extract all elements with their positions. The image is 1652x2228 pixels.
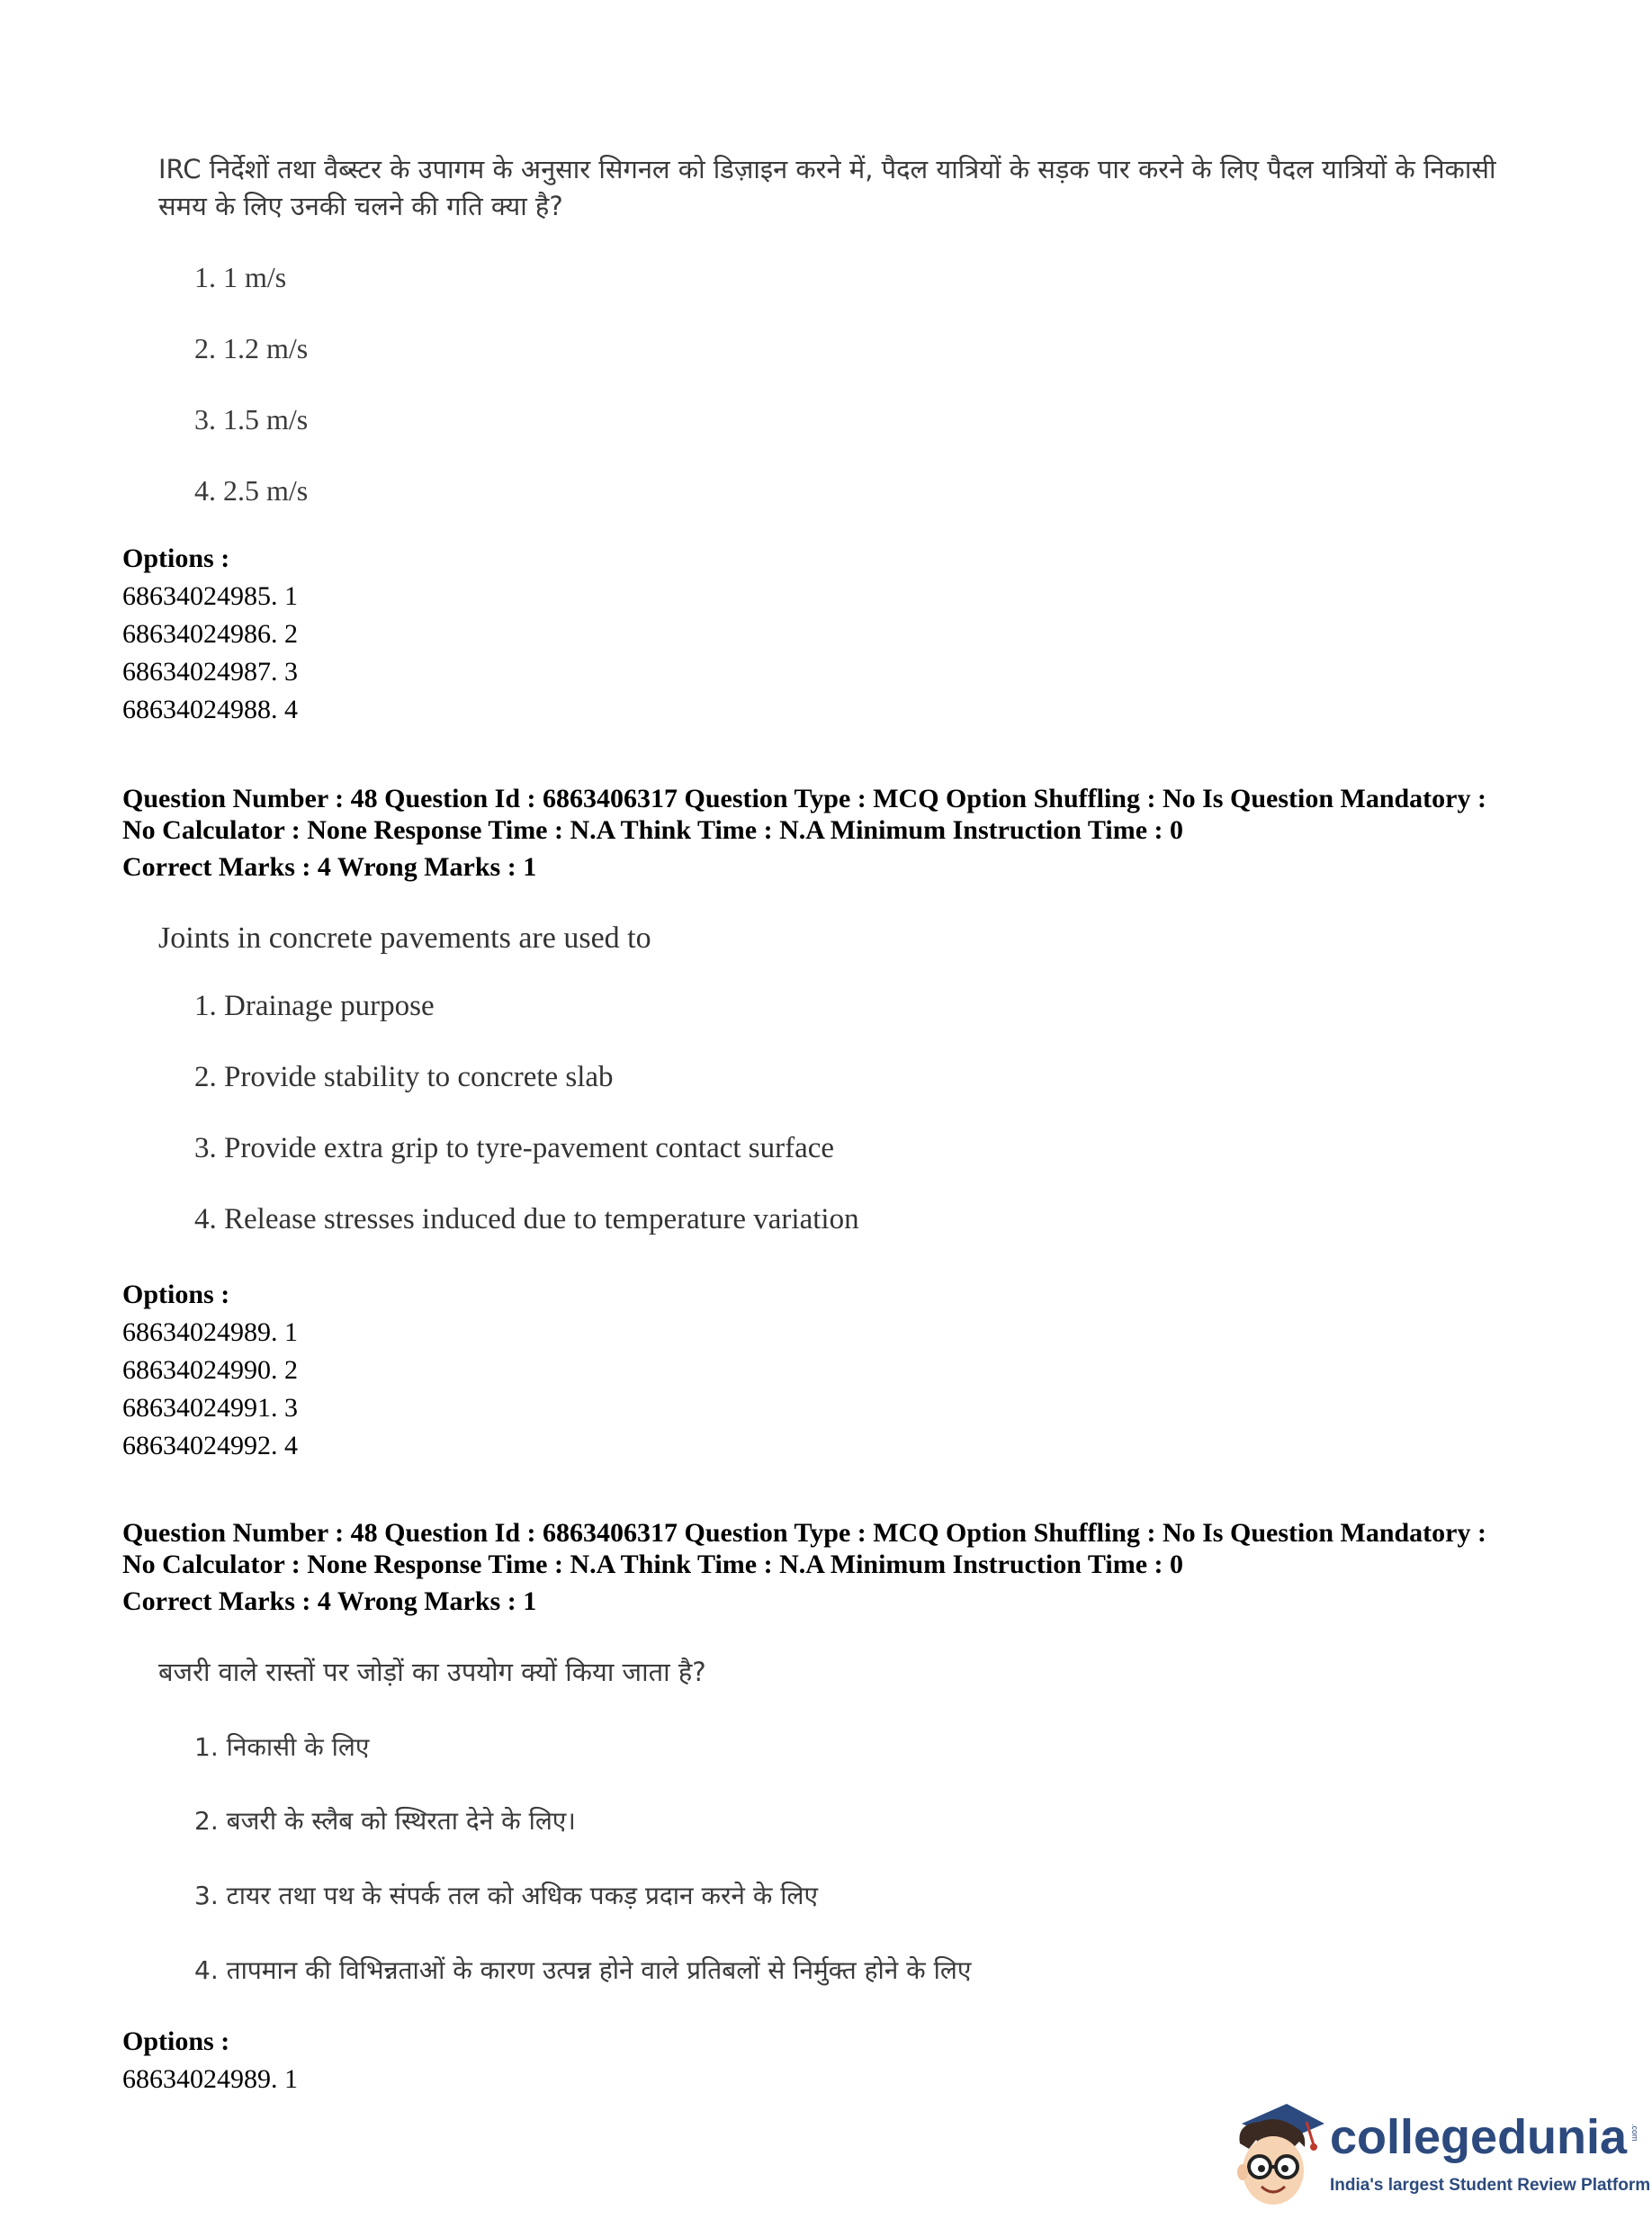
option-id: 68634024988. 4 [122,695,298,724]
question-2-choice-3: 3. Provide extra grip to tyre-pavement contact surface [194,1132,835,1164]
option-id: 68634024992. 4 [122,1431,298,1460]
question-1-text: IRC निर्देशों तथा वैब्स्टर के उपागम के अनुसार सिगनल को डिज़ाइन करने में, पैदल यात्रियों के सड़क पार करने के लिए पैदल यात्रियों के निकासी समय के लिए उनकी चलने की गति क्या है? [158,154,1496,221]
question-2-text: Joints in concrete pavements are used to [158,921,651,955]
question-3-text: बजरी वाले रास्तों पर जोड़ों का उपयोग क्यों किया जाता है? [158,1657,706,1687]
logo-domain-suffix: .com [1630,2124,1639,2142]
question-1-choice-2: 2. 1.2 m/s [194,332,309,364]
question-3-meta-line-2: No Calculator : None Response Time : N.A Think Time : N.A Minimum Instruction Time : 0 [122,1550,1183,1579]
question-2-meta-line-2: No Calculator : None Response Time : N.A Think Time : N.A Minimum Instruction Time : 0 [122,815,1183,845]
question-2-choice-4: 4. Release stresses induced due to temperature variation [194,1203,859,1235]
question-3-choice-3: 3. टायर तथा पथ के संपर्क तल को अधिक पकड़ प्रदान करने के लिए [194,1881,818,1910]
question-1-choice-1: 1. 1 m/s [194,261,287,293]
options-label: Options : [122,1280,230,1309]
options-label: Options : [122,2026,230,2056]
question-1-choice-4: 4. 2.5 m/s [194,474,309,507]
question-3-meta-line-1: Question Number : 48 Question Id : 6863406317 Question Type : MCQ Option Shuffling : No Is Question Mandatory : [122,1518,1486,1548]
question-2-choice-1: 1. Drainage purpose [194,990,435,1022]
question-2-meta-line-1: Question Number : 48 Question Id : 6863406317 Question Type : MCQ Option Shuffling : No Is Question Mandatory : [122,784,1486,813]
logo-tagline: India's largest Student Review Platform [1330,2176,1651,2195]
options-label: Options : [122,544,230,573]
logo-brand-text: collegedunia [1330,2110,1628,2164]
option-id: 68634024989. 1 [122,1317,298,1347]
question-3-choice-2: 2. बजरी के स्लैब को स्थिरता देने के लिए। [194,1806,576,1836]
question-3-choice-1: 1. निकासी के लिए [194,1732,370,1762]
option-id: 68634024986. 2 [122,619,298,649]
student-face-icon [1224,2097,1330,2214]
collegedunia-logo [1224,2097,1651,2214]
question-3-choice-4: 4. तापमान की विभिन्नताओं के कारण उत्पन्न होने वाले प्रतिबलों से निर्मुक्त होने के लिए [194,1955,972,1985]
question-2-marks: Correct Marks : 4 Wrong Marks : 1 [122,852,537,882]
question-3-marks: Correct Marks : 4 Wrong Marks : 1 [122,1586,537,1616]
option-id: 68634024990. 2 [122,1355,298,1385]
option-id: 68634024985. 1 [122,581,298,611]
option-id: 68634024991. 3 [122,1393,298,1423]
question-1-choice-3: 3. 1.5 m/s [194,403,309,436]
option-id: 68634024987. 3 [122,657,298,687]
option-id: 68634024989. 1 [122,2064,298,2094]
question-2-choice-2: 2. Provide stability to concrete slab [194,1061,614,1093]
